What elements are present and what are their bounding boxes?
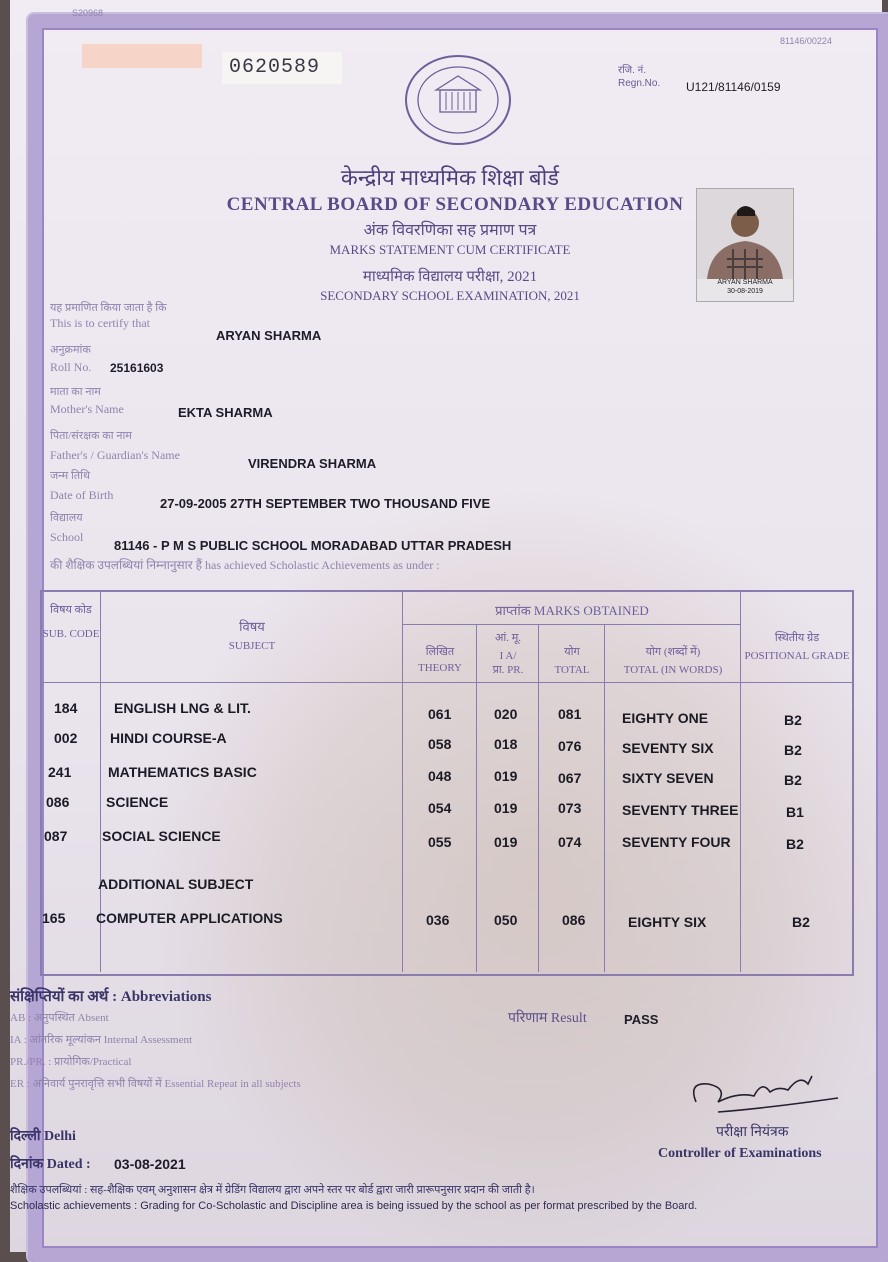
result-value: PASS <box>624 1012 659 1027</box>
father-name: VIRENDRA SHARMA <box>248 456 377 471</box>
table-row-grade: B2 <box>786 836 804 852</box>
board-name-hindi: केन्द्रीय माध्यमिक शिक्षा बोर्ड <box>340 165 560 190</box>
table-row-subject: SOCIAL SCIENCE <box>102 828 221 844</box>
exam-name: SECONDARY SCHOOL EXAMINATION, 2021 <box>320 288 580 303</box>
board-name: CENTRAL BOARD OF SECONDARY EDUCATION <box>226 194 684 215</box>
table-row-ia: 019 <box>494 800 518 816</box>
table-divider <box>402 590 403 972</box>
roll-number: 25161603 <box>110 361 164 375</box>
table-row-grade: B2 <box>784 742 802 758</box>
dob-label: Date of Birth <box>50 488 114 502</box>
school-name: 81146 - P M S PUBLIC SCHOOL MORADABAD UTTAR PRADESH <box>114 538 512 553</box>
controller-hindi: परीक्षा नियंत्रक <box>716 1125 789 1140</box>
abbreviation-item: IA : आंतरिक मूल्यांकन Internal Assessment <box>10 1034 193 1046</box>
table-row-words: SIXTY SEVEN <box>622 770 714 786</box>
table-row-subject: ENGLISH LNG & LIT. <box>114 700 251 716</box>
header-total-words: TOTAL (IN WORDS) <box>623 664 723 676</box>
table-row-theory: 048 <box>428 768 452 784</box>
photo-caption-date: 30-08-2019 <box>727 288 763 295</box>
serial-number: 0620589 <box>229 56 321 79</box>
table-row-ia: 019 <box>494 834 518 850</box>
table-row-words: EIGHTY SIX <box>628 914 707 930</box>
marks-statement-hindi: अंक विवरणिका सह प्रमाण पत्र <box>363 222 537 239</box>
school-label: School <box>50 530 84 544</box>
additional-subject-label: ADDITIONAL SUBJECT <box>98 876 254 892</box>
table-row-theory: 036 <box>426 912 450 928</box>
abbreviation-item: ER : अनिवार्य पुनरावृत्ति सभी विषयों में Essential Repeat in all subjects <box>10 1078 301 1090</box>
table-row-subject: MATHEMATICS BASIC <box>108 764 257 780</box>
table-row-total: 067 <box>558 770 582 786</box>
table-row-total: 086 <box>562 912 586 928</box>
table-row-ia: 019 <box>494 768 518 784</box>
mother-label: Mother's Name <box>50 402 124 416</box>
table-divider <box>604 624 605 972</box>
serial-label-box <box>82 44 202 68</box>
header-subcode-hindi: विषय कोड <box>50 604 92 616</box>
achievements-intro: की शैक्षिक उपलब्धियां निम्नानुसार हैं has achieved Scholastic Achievements as under : <box>50 558 440 572</box>
school-label-hindi: विद्यालय <box>50 512 83 524</box>
abbreviations-title: संक्षिप्तियों का अर्थ : Abbreviations <box>10 989 212 1005</box>
table-row-ia: 050 <box>494 912 518 928</box>
table-divider <box>476 624 477 972</box>
table-row-words: EIGHTY ONE <box>622 710 709 726</box>
table-row-code: 086 <box>46 794 70 810</box>
table-row-code: 002 <box>54 730 78 746</box>
table-divider <box>40 682 852 683</box>
serial-top-right: 81146/00224 <box>780 36 832 46</box>
table-row-theory: 058 <box>428 736 452 752</box>
table-row-words: SEVENTY THREE <box>622 802 739 818</box>
table-row-ia: 020 <box>494 706 518 722</box>
table-row-code: 165 <box>42 910 66 926</box>
student-name: ARYAN SHARMA <box>216 328 322 343</box>
header-ia: I A/ <box>499 650 517 662</box>
regn-label-hindi: रजि. नं. <box>618 65 646 76</box>
photo-caption-name: ARYAN SHARMA <box>717 279 773 286</box>
table-row-words: SEVENTY FOUR <box>622 834 731 850</box>
mother-name: EKTA SHARMA <box>178 405 273 420</box>
regn-number: U121/81146/0159 <box>686 80 781 94</box>
certificate-sheet <box>10 0 882 1252</box>
certify-label: This is to certify that <box>50 316 150 330</box>
table-row-total: 073 <box>558 800 582 816</box>
dated-label: दिनांक Dated : <box>10 1157 91 1172</box>
table-row-grade: B2 <box>784 772 802 788</box>
table-divider <box>538 624 539 972</box>
table-row-total: 081 <box>558 706 582 722</box>
table-divider <box>740 590 741 972</box>
table-row-code: 241 <box>48 764 72 780</box>
note-hindi: शैक्षिक उपलब्धियां : सह-शैक्षिक एवम् अनुशासन क्षेत्र में ग्रेडिंग विद्यालय द्वारा अपने स्तर पर बोर्ड द्वारा जारी प्रारूपनुसार प्रदान की जाती है। <box>10 1184 535 1196</box>
table-row-code: 184 <box>54 700 78 716</box>
header-total-hindi: योग <box>564 646 580 658</box>
controller-title: Controller of Examinations <box>658 1146 822 1161</box>
abbreviation-item: PR./PR. : प्रायोगिक/Practical <box>10 1056 132 1068</box>
regn-label: Regn.No. <box>618 78 661 89</box>
table-row-theory: 061 <box>428 706 452 722</box>
table-row-theory: 054 <box>428 800 452 816</box>
header-ia-hindi: आं. मू. <box>494 632 522 644</box>
table-row-theory: 055 <box>428 834 452 850</box>
table-row-subject: HINDI COURSE-A <box>110 730 227 746</box>
exam-name-hindi: माध्यमिक विद्यालय परीक्षा, 2021 <box>362 269 538 285</box>
cbse-seal-icon <box>400 52 516 148</box>
header-grade: POSITIONAL GRADE <box>744 650 850 662</box>
student-photo-icon <box>697 189 793 279</box>
dob-label-hindi: जन्म तिथि <box>50 470 90 482</box>
table-row-total: 076 <box>558 738 582 754</box>
header-theory-hindi: लिखित <box>425 646 455 658</box>
table-row-total: 074 <box>558 834 582 850</box>
table-row-grade: B1 <box>786 804 804 820</box>
header-theory: THEORY <box>418 662 462 674</box>
father-label: Father's / Guardian's Name <box>50 448 180 462</box>
dob-value: 27-09-2005 27TH SEPTEMBER TWO THOUSAND FIVE <box>160 496 491 511</box>
father-label-hindi: पिता/संरक्षक का नाम <box>50 430 132 442</box>
header-grade-hindi: स्थितीय ग्रेड <box>774 632 820 644</box>
header-marks-obtained: प्राप्तांक MARKS OBTAINED <box>495 603 649 618</box>
header-total-words-hindi: योग (शब्दों में) <box>645 646 701 658</box>
table-row-code: 087 <box>44 828 68 844</box>
table-row-grade: B2 <box>792 914 810 930</box>
roll-label: Roll No. <box>50 360 92 374</box>
signature-icon <box>678 1062 848 1122</box>
note: Scholastic achievements : Grading for Co-Scholastic and Discipline area is being issued by the school as per format prescribed by the Board. <box>10 1200 698 1212</box>
table-divider <box>402 624 740 625</box>
roll-label-hindi: अनुक्रमांक <box>50 344 91 356</box>
header-practical: प्रा. PR. <box>492 664 524 676</box>
table-row-grade: B2 <box>784 712 802 728</box>
table-row-subject: COMPUTER APPLICATIONS <box>96 910 283 926</box>
table-row-ia: 018 <box>494 736 518 752</box>
header-total: TOTAL <box>554 664 590 676</box>
serial-top-left: S20968 <box>72 8 104 18</box>
result-label: परिणाम Result <box>508 1011 587 1026</box>
marks-statement: MARKS STATEMENT CUM CERTIFICATE <box>329 242 571 257</box>
header-subject: SUBJECT <box>228 640 276 652</box>
mother-label-hindi: माता का नाम <box>50 386 101 398</box>
certify-label-hindi: यह प्रमाणित किया जाता है कि <box>50 302 167 314</box>
header-subcode: SUB. CODE <box>42 628 100 640</box>
abbreviation-item: AB : अनुपस्थित Absent <box>10 1012 109 1024</box>
header-subject-hindi: विषय <box>239 619 265 634</box>
student-photo <box>696 188 794 302</box>
place: दिल्ली Delhi <box>10 1129 76 1144</box>
dated-value: 03-08-2021 <box>114 1156 186 1172</box>
table-row-words: SEVENTY SIX <box>622 740 714 756</box>
table-row-subject: SCIENCE <box>106 794 169 810</box>
